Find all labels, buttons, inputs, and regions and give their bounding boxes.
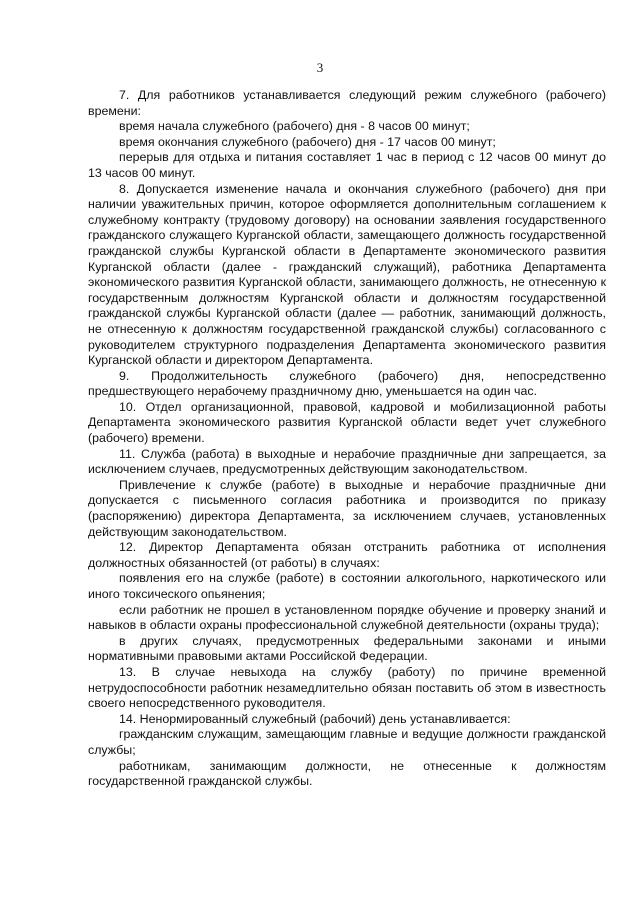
page-number: 3 xyxy=(316,60,324,75)
paragraph: 11. Служба (работа) в выходные и нерабочие праздничные дни запрещается, за исключением случаев, предусмотренных действующим законодательством. xyxy=(88,446,606,477)
paragraph: Привлечение к службе (работе) в выходные и нерабочие праздничные дни допускается с письменного согласия работника и производится по приказу (распоряжению) директора Департамента, за исключением случаев, установленных действующим законодательством. xyxy=(88,477,606,539)
paragraph: 14. Ненормированный служебный (рабочий) день устанавливается: xyxy=(119,711,511,726)
paragraph: 8. Допускается изменение начала и окончания служебного (рабочего) дня при наличии уважительных причин, которое оформляется дополнительным соглашением к служебному контракту (трудовому договору) на основании заявления государственного гражданского служащего Курганской области, замещающего должность государственной гражданской службы Курганской области в Департаменте экономического развития Курганской области (далее - гражданский служащий), работника Департамента экономического развития Курганской области, занимающего должность, не отнесенную к государственным должностям Курганской области и должностям государственной гражданской службы Курганской области (далее — работник, занимающий должность, не отнесенную к должностям государственной гражданской службы) согласованного с руководителем структурного подразделения Департамента экономического развития Курганской области и директором Департамента. xyxy=(88,181,606,368)
paragraph: гражданским служащим, замещающим главные и ведущие должности гражданской службы; xyxy=(88,727,606,757)
paragraph: перерыв для отдыха и питания составляет 1 час в период с 12 часов 00 минут до 13 часов 00 минут. xyxy=(88,150,606,180)
paragraph: появления его на службе (работе) в состоянии алкогольного, наркотического или иного токсического опьянения; xyxy=(88,571,606,601)
paragraph: 12. Директор Департамента обязан отстранить работника от исполнения должностных обязанностей (от работы) в случаях: xyxy=(88,540,606,570)
paragraph: 13. В случае невыхода на службу (работу) по причине временной нетрудоспособности работник незамедлительно обязан поставить об этом в известность своего непосредственного руководителя. xyxy=(88,664,606,711)
paragraph: в других случаях, предусмотренных федеральными законами и иными нормативными правовыми актами Российской Федерации. xyxy=(88,633,606,664)
paragraph: время начала служебного (рабочего) дня - 8 часов 00 минут; xyxy=(119,119,470,134)
paragraph: время окончания служебного (рабочего) дня - 17 часов 00 минут; xyxy=(119,134,496,149)
document-body xyxy=(88,88,606,790)
paragraph: 10. Отдел организационной, правовой, кадровой и мобилизационной работы Департамента экономического развития Курганской области ведет учет служебного (рабочего) времени. xyxy=(88,399,606,446)
paragraph: работникам, занимающим должности, не отнесенные к должностям государственной гражданской службы. xyxy=(88,758,606,789)
paragraph: если работник не прошел в установленном порядке обучение и проверку знаний и навыков в области охраны профессиональной служебной деятельности (охраны труда); xyxy=(88,602,606,633)
paragraph: 7. Для работников устанавливается следующий режим служебного (рабочего) времени: xyxy=(88,88,606,118)
paragraph: 9. Продолжительность служебного (рабочего) дня, непосредственно предшествующего нерабочему праздничному дню, уменьшается на один час. xyxy=(88,368,606,399)
